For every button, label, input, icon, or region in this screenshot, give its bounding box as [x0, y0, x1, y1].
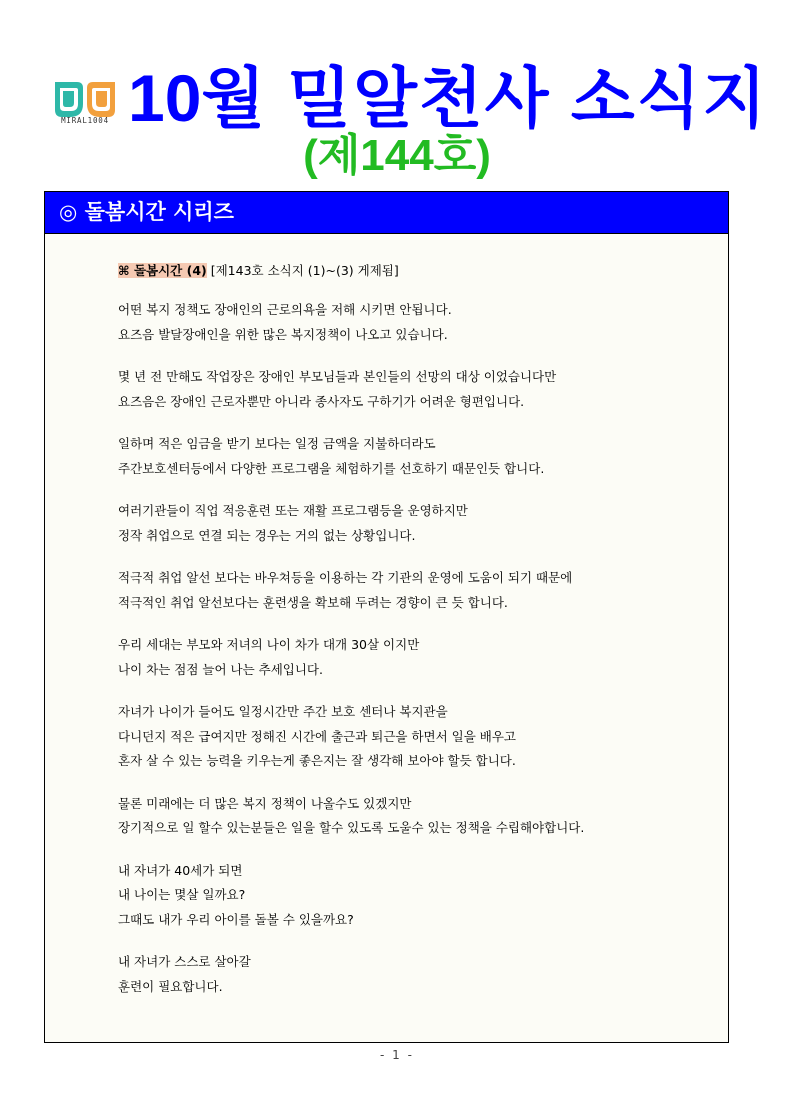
- paragraph-line: 그때도 내가 우리 아이를 돌볼 수 있을까요?: [118, 911, 354, 927]
- paragraph-line: 요즈음은 장애인 근로자뿐만 아니라 종사자도 구하기가 어려운 형편입니다.: [118, 393, 525, 409]
- newsletter-title: [128, 58, 768, 138]
- paragraph-line: 나이 차는 점점 늘어 나는 추세입니다.: [118, 661, 323, 677]
- paragraph-line: 내 나이는 몇살 일까요?: [118, 887, 246, 902]
- page-number: - 1 -: [380, 1048, 414, 1062]
- title-text: 월 밀알천사 소식지: [201, 61, 769, 135]
- paragraph: [118, 566, 718, 615]
- paragraph: [118, 499, 718, 548]
- paragraph-line: 정작 취업으로 연결 되는 경우는 거의 없는 상황입니다.: [118, 527, 416, 543]
- paragraph: [118, 298, 718, 347]
- paragraph: [118, 432, 718, 481]
- paragraph: [118, 633, 718, 682]
- newsletter-header: [0, 0, 794, 190]
- paragraph-line: 내 자녀가 스스로 살아갈: [118, 954, 251, 969]
- paragraph-line: 혼자 살 수 있는 능력을 키우는게 좋은지는 잘 생각해 보아야 할듯 합니다.: [118, 753, 516, 768]
- paragraph: [118, 859, 718, 933]
- paragraph-line: 적극적인 취업 알선보다는 훈련생을 확보해 두려는 경향이 큰 듯 합니다.: [118, 594, 508, 610]
- paragraph: [118, 950, 718, 999]
- paragraph-line: 물론 미래에는 더 많은 복지 정책이 나올수도 있겠지만: [118, 795, 412, 811]
- article-box: [44, 233, 729, 1043]
- paragraph-line: 요즈음 발달장애인을 위한 많은 복지정책이 나오고 있습니다.: [118, 326, 448, 342]
- issue-number: (제144호): [303, 131, 491, 180]
- title-month-number: 10: [128, 61, 202, 135]
- paragraph-line: 우리 세대는 부모와 저녀의 나이 차가 대개 30살 이지만: [118, 637, 420, 652]
- paragraph-line: 몇 년 전 만해도 작업장은 장애인 부모님들과 본인들의 선망의 대상 이었습니다만: [118, 369, 557, 384]
- series-label: ⌘ 돌봄시간 (4): [118, 263, 207, 278]
- paragraph-line: 장기적으로 일 할수 있는분들은 일을 할수 있도록 도울수 있는 정책을 수립해야합니다.: [118, 820, 585, 835]
- paragraph-line: 여러기관들이 직업 적응훈련 또는 재활 프로그램등을 운영하지만: [118, 503, 468, 518]
- section-header-bar: [44, 191, 729, 234]
- paragraph-line: 다니던지 적은 급여지만 정해진 시간에 출근과 퇴근을 하면서 일을 배우고: [118, 728, 517, 744]
- series-note: [제143호 소식지 (1)~(3) 게제됨]: [210, 263, 399, 278]
- paragraph-line: 내 자녀가 40세가 되면: [118, 862, 243, 878]
- logo-text: MIRAL1004: [61, 116, 109, 125]
- paragraph: [118, 792, 718, 841]
- section-title: ◎ 돌봄시간 시리즈: [59, 200, 234, 224]
- paragraph-line: 일하며 적은 임금을 받기 보다는 일정 금액을 지불하더라도: [118, 436, 436, 451]
- paragraph-line: 어떤 복지 정책도 장애인의 근로의욕을 저해 시키면 안됩니다.: [118, 302, 452, 317]
- paragraph: [118, 700, 718, 774]
- paragraph-line: 적극적 취업 알선 보다는 바우쳐등을 이용하는 각 기관의 운영에 도움이 되기 때문에: [118, 570, 573, 585]
- paragraph: [118, 365, 718, 414]
- article-content: [118, 262, 718, 999]
- article-intro: [118, 262, 718, 280]
- paragraph-line: 훈련이 필요합니다.: [118, 978, 223, 994]
- paragraph-line: 자녀가 나이가 들어도 일정시간만 주간 보호 센터나 복지관을: [118, 704, 448, 719]
- paragraph-line: 주간보호센터등에서 다양한 프로그램을 체험하기를 선호하기 때문인듯 합니다.: [118, 460, 545, 476]
